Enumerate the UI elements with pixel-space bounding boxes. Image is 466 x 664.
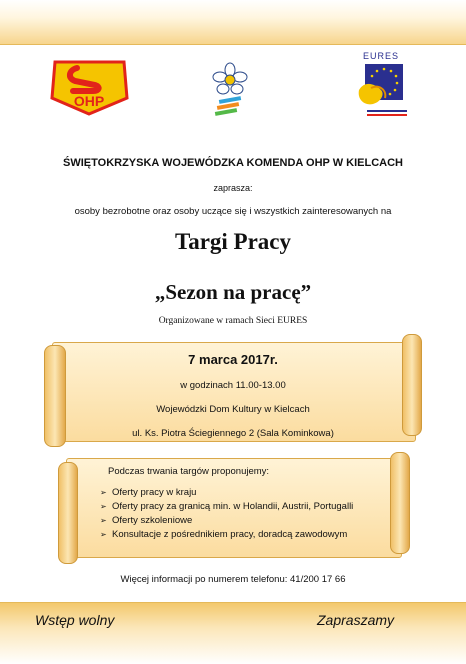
arrow-bullet-icon: ➢ — [100, 530, 107, 539]
top-band — [0, 0, 466, 45]
audience-text: osoby bezrobotne oraz osoby uczące się i wszystkich zainteresowanych na — [74, 206, 392, 217]
welcome-text: Zapraszamy — [317, 612, 395, 628]
list-item — [100, 514, 353, 528]
list-item — [100, 500, 353, 514]
offer-text: Oferty pracy w kraju — [112, 487, 197, 498]
offers-roll-right — [390, 452, 410, 554]
organization-name: ŚWIĘTOKRZYSKA WOJEWÓDZKA KOMENDA OHP W KIELCACH — [63, 157, 403, 169]
eures-logo-text: EURES — [362, 51, 400, 61]
offers-roll-left — [58, 462, 78, 564]
invites-text: zaprasza: — [213, 183, 253, 193]
ohp-logo-text: OHP — [73, 93, 105, 109]
offer-text: Oferty pracy za granicą min. w Holandii, Austrii, Portugalli — [112, 501, 354, 512]
flower-logo — [205, 62, 255, 122]
offers-list — [100, 486, 353, 542]
list-item — [100, 486, 353, 500]
event-hours: w godzinach 11.00-13.00 — [180, 380, 286, 391]
event-title: Targi Pracy — [174, 229, 292, 254]
offers-heading: Podczas trwania targów proponujemy: — [108, 466, 270, 477]
arrow-bullet-icon: ➢ — [100, 488, 107, 497]
arrow-bullet-icon: ➢ — [100, 516, 107, 525]
list-item — [100, 528, 353, 542]
organized-text: Organizowane w ramach Sieci EURES — [158, 316, 308, 326]
arrow-bullet-icon: ➢ — [100, 502, 107, 511]
event-address: ul. Ks. Piotra Ściegiennego 2 (Sala Kominkowa) — [132, 428, 334, 439]
free-entry-text: Wstęp wolny — [35, 612, 115, 628]
ohp-logo — [49, 58, 130, 116]
contact-info: Więcej informacji po numerem telefonu: 41/200 17 66 — [120, 574, 346, 585]
offer-text: Konsultacje z pośrednikiem pracy, doradcą zawodowym — [112, 529, 348, 540]
event-venue: Wojewódzki Dom Kultury w Kielcach — [156, 404, 310, 415]
event-date: 7 marca 2017r. — [188, 352, 278, 367]
event-subtitle: „Sezon na pracę” — [154, 280, 312, 304]
eures-logo — [351, 50, 411, 122]
offer-text: Oferty szkoleniowe — [112, 515, 193, 526]
